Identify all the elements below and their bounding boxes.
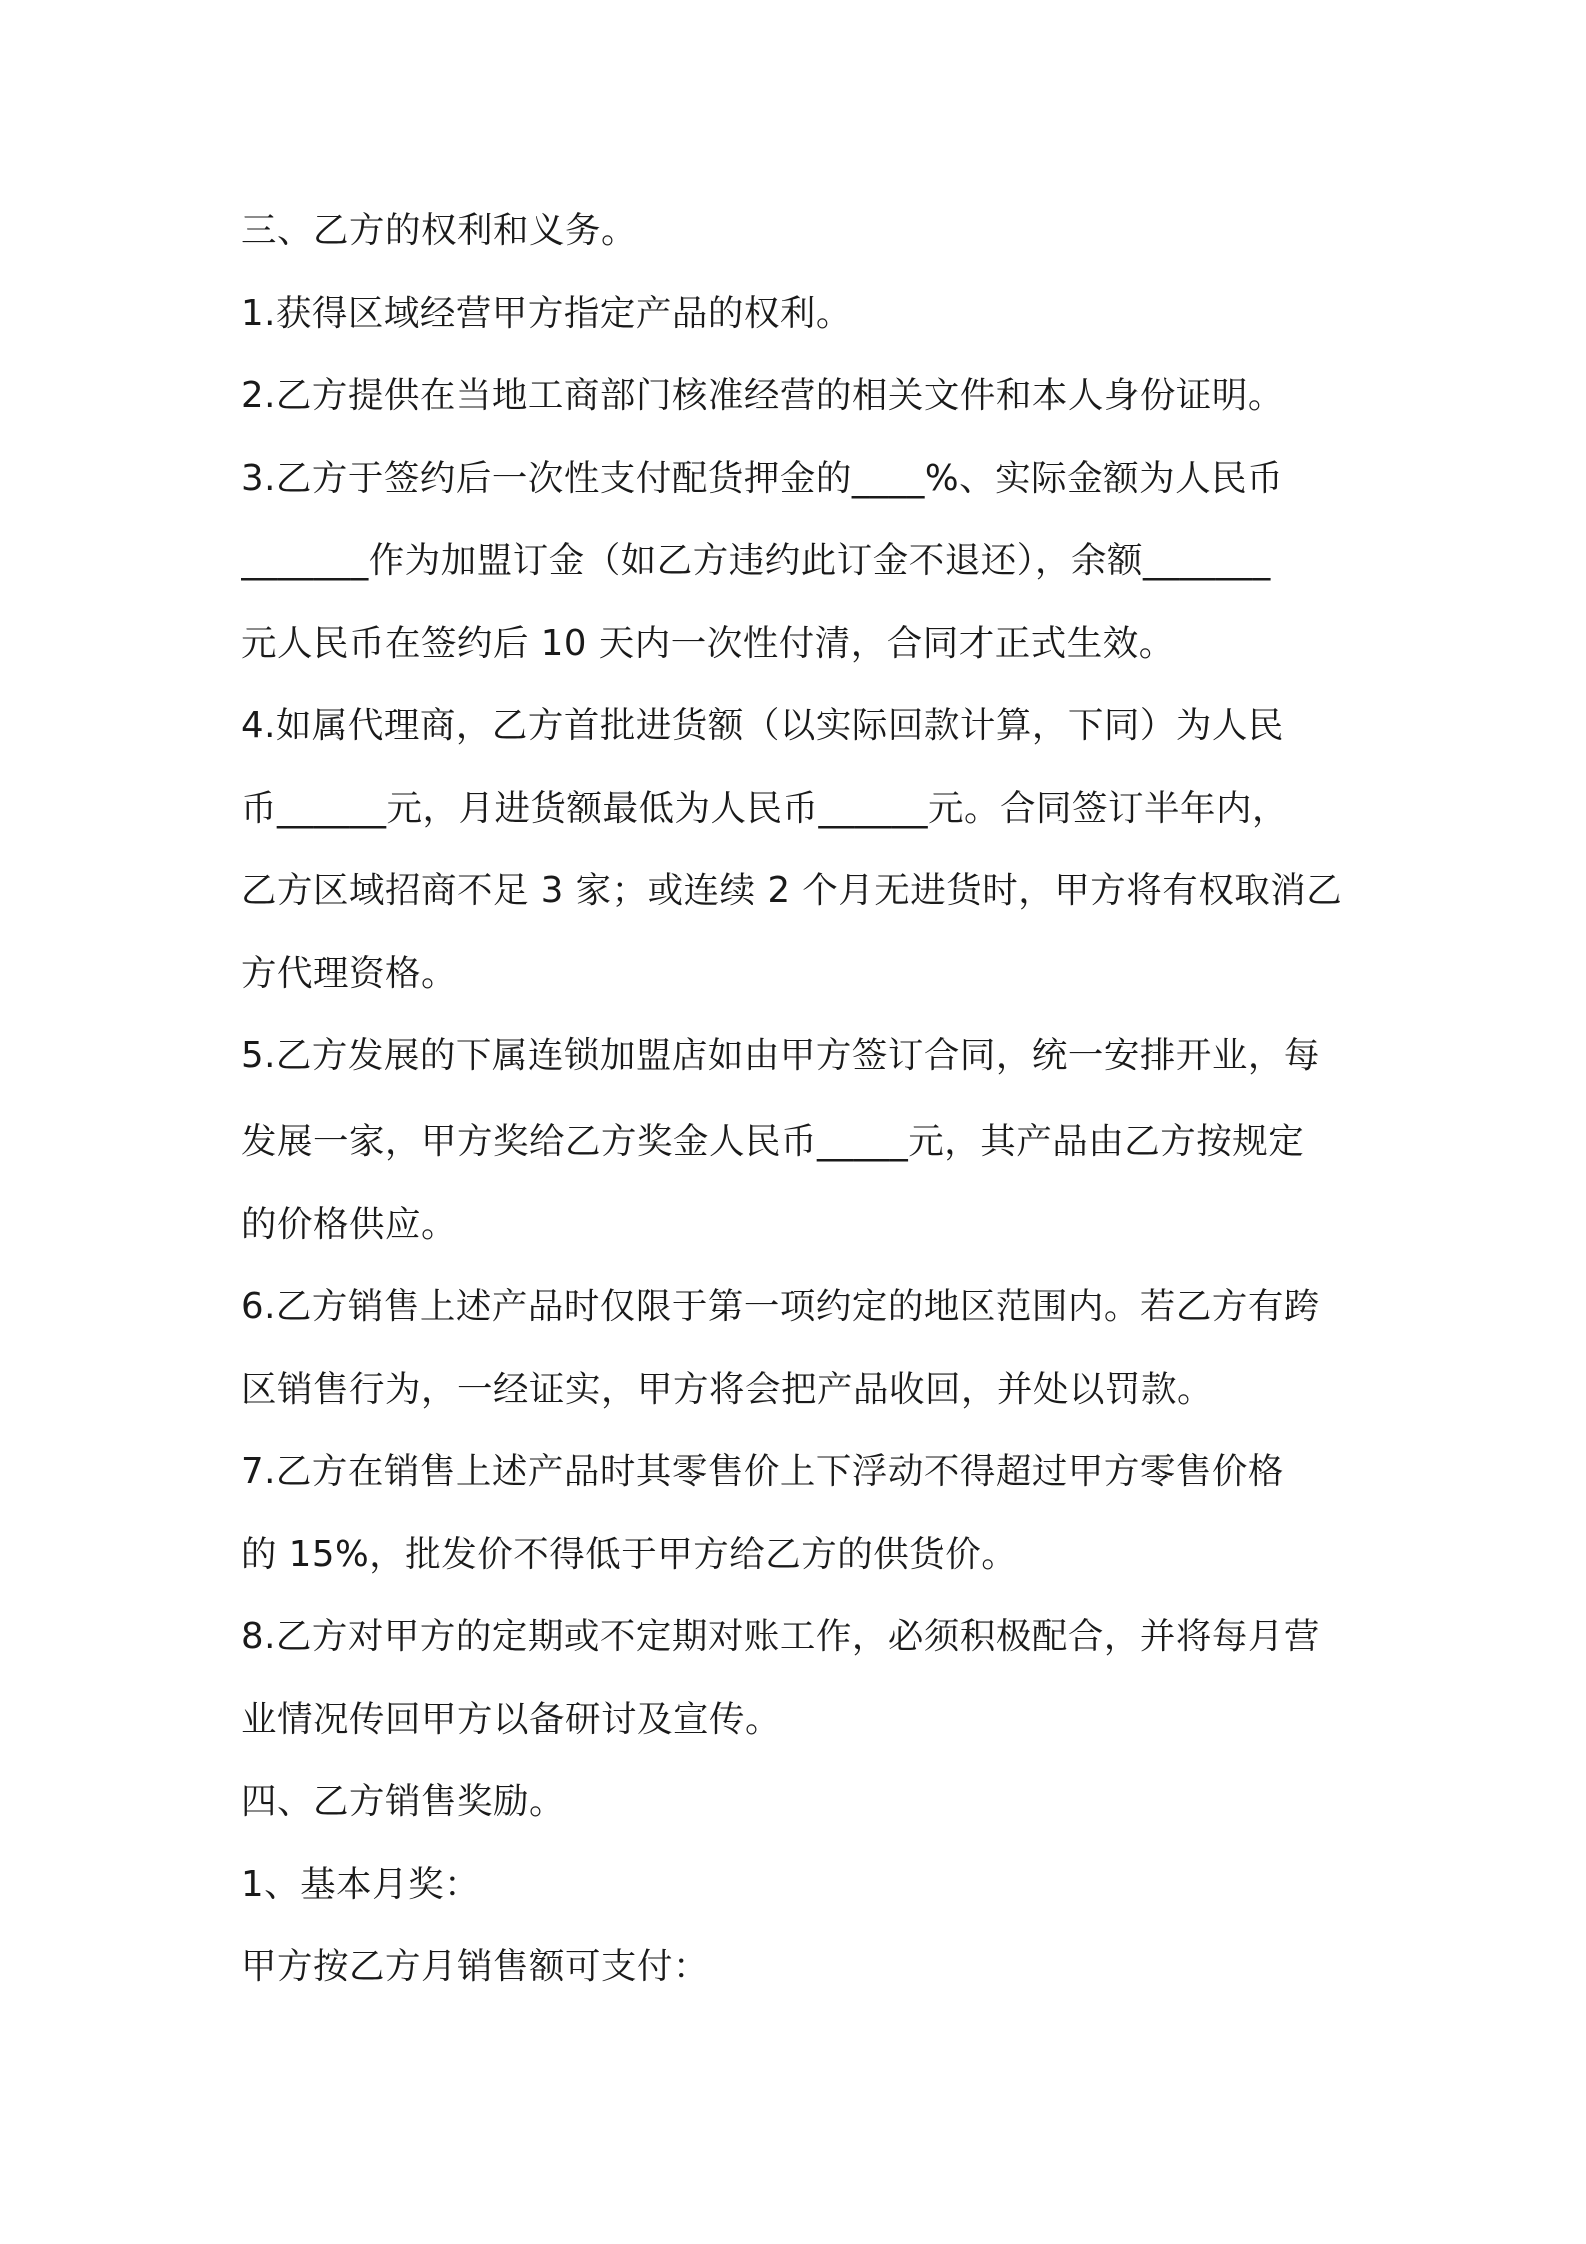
clause-line: 的价格供应。 — [241, 1203, 458, 1245]
subsection-heading: 1、基本月奖： — [241, 1863, 481, 1905]
section-heading: 四、乙方销售奖励。 — [241, 1781, 566, 1822]
clause-line: 2.乙方提供在当地工商部门核准经营的相关文件和本人身份证明。 — [241, 375, 1284, 416]
clause-line: 8.乙方对甲方的定期或不定期对账工作，必须积极配合，并将每月营 — [241, 1616, 1320, 1657]
clause-line: 业情况传回甲方以备研讨及宣传。 — [241, 1698, 782, 1740]
clause-line: 方代理资格。 — [241, 952, 458, 994]
document-body — [241, 196, 1356, 2015]
clause-line: 币______元，月进货额最低为人民币______元。合同签订半年内， — [241, 787, 1289, 829]
clause-line: 6.乙方销售上述产品时仅限于第一项约定的地区范围内。若乙方有跨 — [241, 1286, 1320, 1327]
clause-line: 5.乙方发展的下属连锁加盟店如由甲方签订合同，统一安排开业，每 — [241, 1035, 1320, 1076]
clause-line: 的 15%，批发价不得低于甲方给乙方的供货价。 — [241, 1533, 1018, 1575]
section-heading: 三、乙方的权利和义务。 — [241, 210, 638, 251]
clause-line: 元人民币在签约后 10 天内一次性付清，合同才正式生效。 — [241, 622, 1175, 664]
clause-line: 发展一家，甲方奖给乙方奖金人民币_____元，其产品由乙方按规定 — [241, 1121, 1305, 1162]
clause-line: 乙方区域招商不足 3 家；或连续 2 个月无进货时，甲方将有权取消乙 — [241, 870, 1343, 911]
clause-line: _______作为加盟订金（如乙方违约此订金不退还），余额_______ — [241, 540, 1271, 581]
clause-line: 区销售行为，一经证实，甲方将会把产品收回，并处以罚款。 — [241, 1368, 1214, 1410]
clause-line: 甲方按乙方月销售额可支付： — [241, 1946, 710, 1987]
clause-line: 3.乙方于签约后一次性支付配货押金的____%、实际金额为人民币 — [241, 457, 1284, 499]
clause-line: 4.如属代理商，乙方首批进货额（以实际回款计算，下同）为人民 — [241, 705, 1284, 746]
clause-line: 7.乙方在销售上述产品时其零售价上下浮动不得超过甲方零售价格 — [241, 1451, 1284, 1492]
clause-line: 1.获得区域经营甲方指定产品的权利。 — [241, 292, 852, 334]
